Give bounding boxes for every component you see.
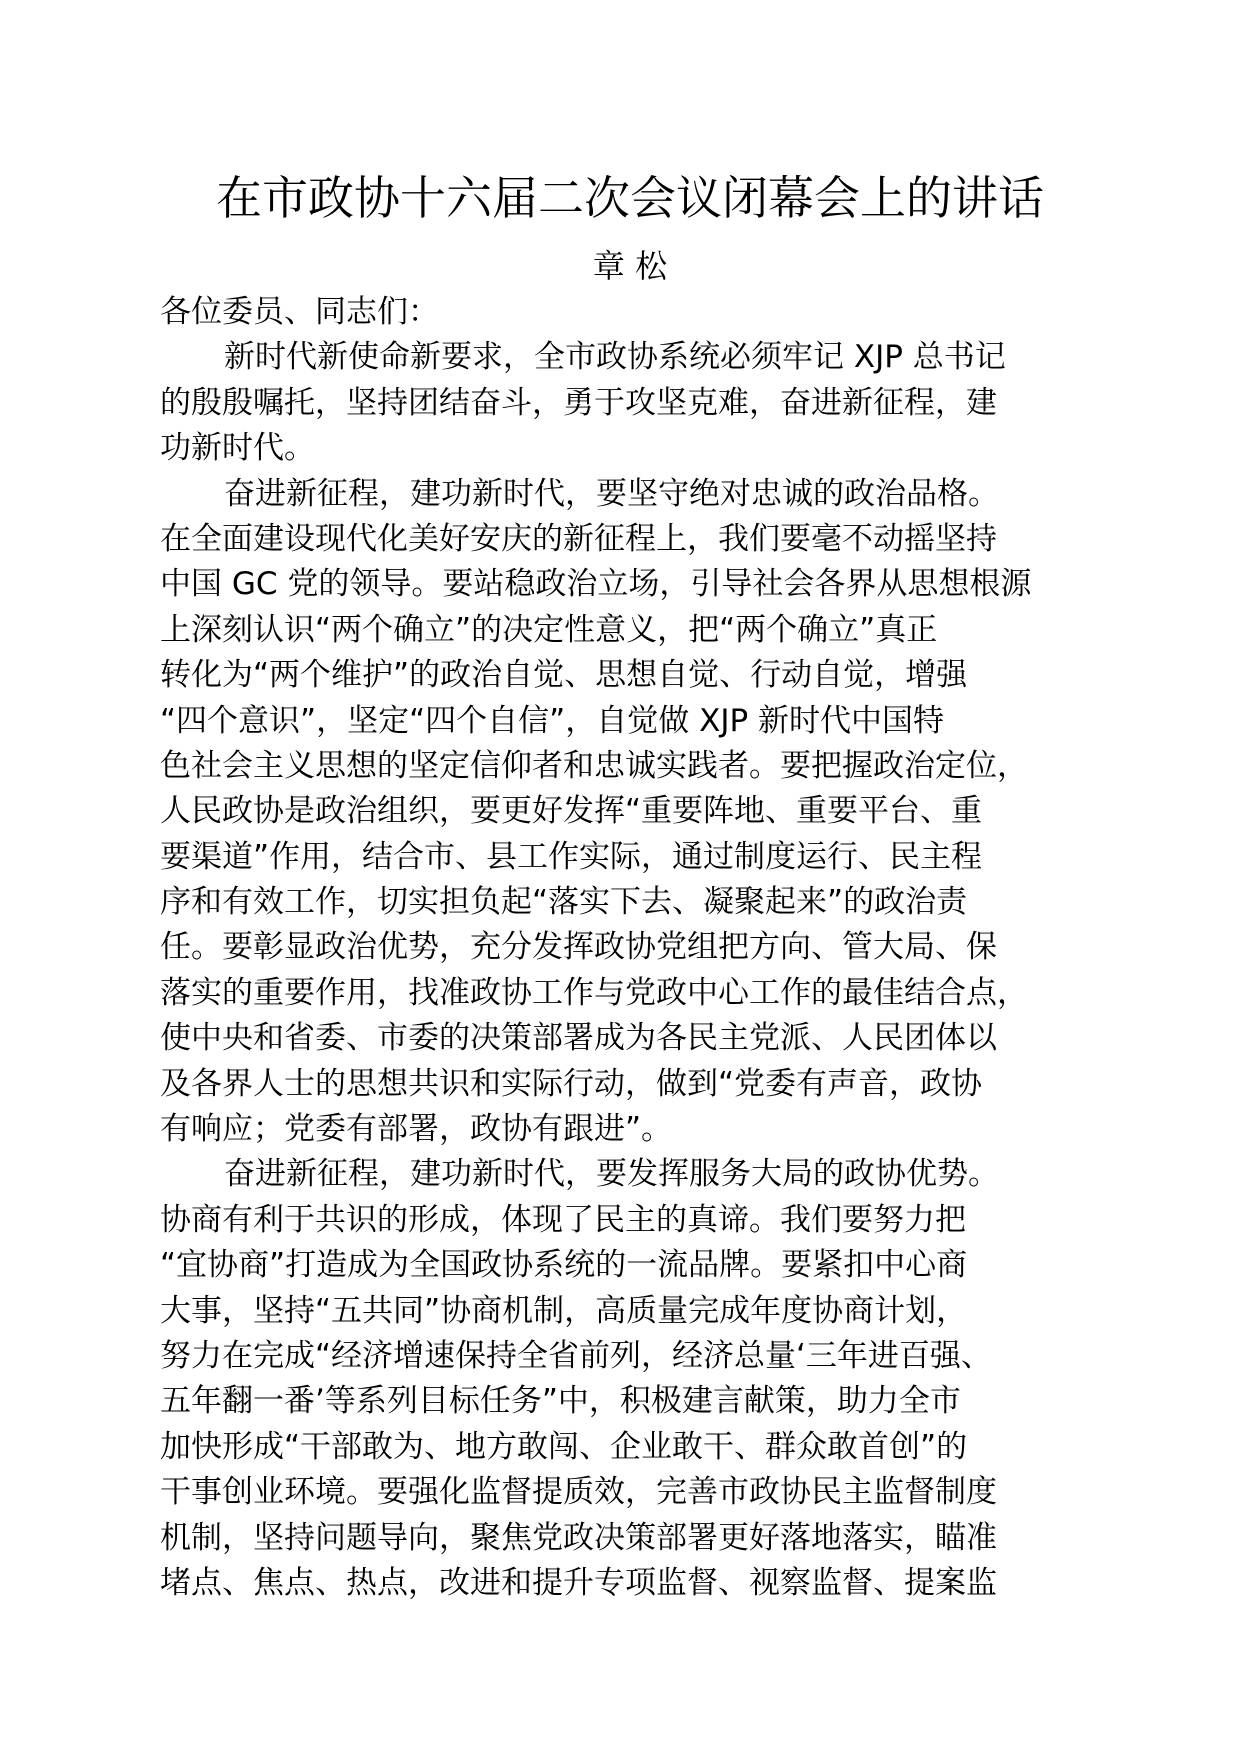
text-line: “四个意识”，坚定“四个自信”，自觉做 XJP 新时代中国特 [160, 702, 945, 739]
text-line: 大事，坚持“五共同”协商机制，高质量完成年度协商计划， [160, 1292, 968, 1329]
text-line: 中国 GC 党的领导。要站稳政治立场，引导社会各界从思想根源 [160, 566, 1032, 603]
text-line: 使中央和省委、市委的决策部署成为各民主党派、人民团体以 [160, 1020, 997, 1057]
text-line: 机制，坚持问题导向，聚焦党政决策部署更好落地落实，瞄准 [160, 1519, 997, 1556]
text-line: 人民政协是政治组织，要更好发挥“重要阵地、重要平台、重 [160, 793, 983, 830]
text-line: 协商有利于共识的形成，体现了民主的真谛。我们要努力把 [160, 1201, 966, 1238]
text-line: 上深刻认识“两个确立”的决定性意义，把“两个确立”真正 [160, 611, 938, 648]
text-line: 色社会主义思想的坚定信仰者和忠诚实践者。要把握政治定位， [160, 747, 1028, 784]
text-line: 加快形成“干部敢为、地方敢闯、企业敢干、群众敢首创”的 [160, 1428, 968, 1465]
text-line: 五年翻一番’等系列目标任务”中，积极建言献策，助力全市 [160, 1383, 961, 1420]
text-line: 落实的重要作用，找准政协工作与党政中心工作的最佳结合点， [160, 974, 1028, 1011]
text-line: 奋进新征程，建功新时代，要发挥服务大局的政协优势。 [224, 1156, 999, 1193]
text-line: 在全面建设现代化美好安庆的新征程上，我们要毫不动摇坚持 [160, 520, 997, 557]
text-line: 转化为“两个维护”的政治自觉、思想自觉、行动自觉，增强 [160, 657, 968, 694]
text-line: 序和有效工作，切实担负起“落实下去、凝聚起来”的政治责 [160, 884, 968, 921]
text-line: 及各界人士的思想共识和实际行动，做到“党委有声音，政协 [160, 1065, 983, 1102]
text-line: “宜协商”打造成为全国政协系统的一流品牌。要紧扣中心商 [160, 1247, 968, 1284]
text-line: 的殷殷嘱托，坚持团结奋斗，勇于攻坚克难，奋进新征程，建 [160, 384, 997, 421]
text-line: 功新时代。 [160, 430, 315, 467]
document-title: 在市政协十六届二次会议闭幕会上的讲话 [216, 171, 1044, 225]
text-line: 堵点、焦点、热点，改进和提升专项监督、视察监督、提案监 [160, 1564, 997, 1601]
salutation: 各位委员、同志们： [160, 294, 439, 330]
paragraph-2 [160, 472, 1100, 1153]
paragraph-3 [160, 1152, 1100, 1606]
text-line: 任。要彰显政治优势，充分发挥政协党组把方向、管大局、保 [160, 929, 997, 966]
text-line: 努力在完成“经济增速保持全省前列，经济总量‘三年进百强、 [160, 1337, 992, 1374]
text-line: 新时代新使命新要求，全市政协系统必须牢记 XJP 总书记 [224, 339, 1006, 376]
document-author: 章 松 [592, 247, 668, 285]
paragraph-1 [160, 335, 1100, 471]
text-line: 奋进新征程，建功新时代，要坚守绝对忠诚的政治品格。 [224, 475, 999, 512]
text-line: 有响应；党委有部署，政协有跟进”。 [160, 1111, 673, 1148]
text-line: 干事创业环境。要强化监督提质效，完善市政协民主监督制度 [160, 1474, 997, 1511]
document-body [160, 290, 1100, 1606]
text-line: 要渠道”作用，结合市、县工作实际，通过制度运行、民主程 [160, 838, 983, 875]
